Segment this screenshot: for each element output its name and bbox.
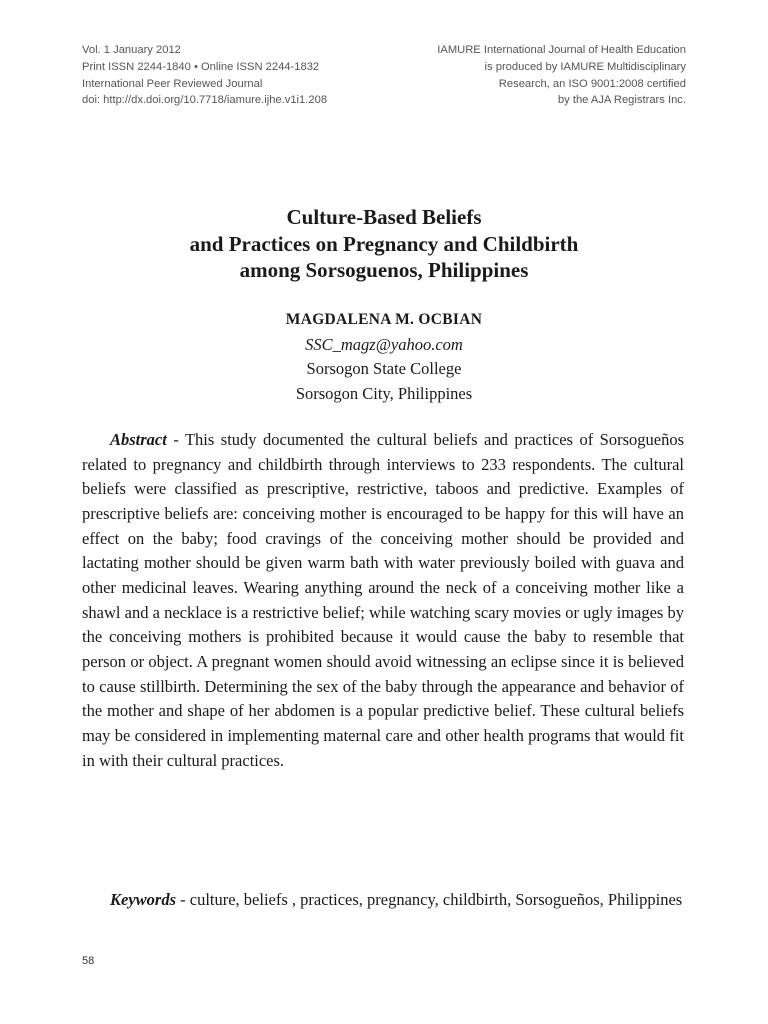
title-line-1: Culture-Based Beliefs [286,205,482,229]
doi-link[interactable]: doi: http://dx.doi.org/10.7718/iamure.ijhe.v1i1.208 [82,94,328,107]
publisher-line-2: is produced by IAMURE Multidisciplinary [484,60,686,73]
journal-info-block [82,42,327,109]
keywords-text: - culture, beliefs , practices, pregnancy, childbirth, Sorsogueños, Philippines [176,890,683,909]
publisher-line-1: IAMURE International Journal of Health Education [437,44,686,56]
issn-line: Print ISSN 2244-1840 • Online ISSN 2244-1832 [82,60,320,73]
peer-review-line: International Peer Reviewed Journal [82,77,263,90]
keywords-paragraph [82,888,684,913]
abstract-label: Abstract [110,430,167,449]
page-number: 58 [82,955,95,967]
title-line-3: among Sorsoguenos, Philippines [239,258,529,282]
publisher-line-3: Research, an ISO 9001:2008 certified [498,77,686,90]
author-name: MAGDALENA M. OCBIAN [285,311,483,328]
author-location: Sorsogon City, Philippines [295,384,473,404]
author-email[interactable]: SSC_magz@yahoo.com [305,334,463,354]
author-info [0,308,768,407]
author-institution: Sorsogon State College [306,359,462,379]
title-line-2: and Practices on Pregnancy and Childbirth [189,231,579,256]
abstract-paragraph [82,428,684,773]
abstract-text: - This study documented the cultural beliefs and practices of Sorsogueños related to pregnancy and childbirth through interviews to 233 respondents. The cultural beliefs were classified as prescriptive, restrictive, taboos and predictive. Examples of prescriptive beliefs are: conceiving mother is encouraged to be happy for this will have an effect on the baby; food cravings of the conceiving mother should be provided and lactating mother should be given warm bath with water previously boiled with guava and other medicinal leaves. Wearing anything around the neck of a conceiving mother like a shawl and a necklace is a restrictive belief; while watching scary movies or ugly images by the conceiving mothers is prohibited because it would cause the baby to resemble that person or object. A pregnant women should avoid witnessing an eclipse since it is believed to cause stillbirth. Determining the sex of the baby through the appearance and behavior of the mother and shape of her abdomen is a popular predictive belief. These cultural beliefs may be considered in implementing maternal care and other health programs that would fit in with their cultural practices. [82,430,684,770]
publisher-line-4: by the AJA Registrars Inc. [557,94,686,107]
paper-title [0,204,768,284]
keywords-label: Keywords [110,890,176,909]
volume-date: Vol. 1 January 2012 [82,44,181,56]
publisher-info-block [437,42,686,109]
